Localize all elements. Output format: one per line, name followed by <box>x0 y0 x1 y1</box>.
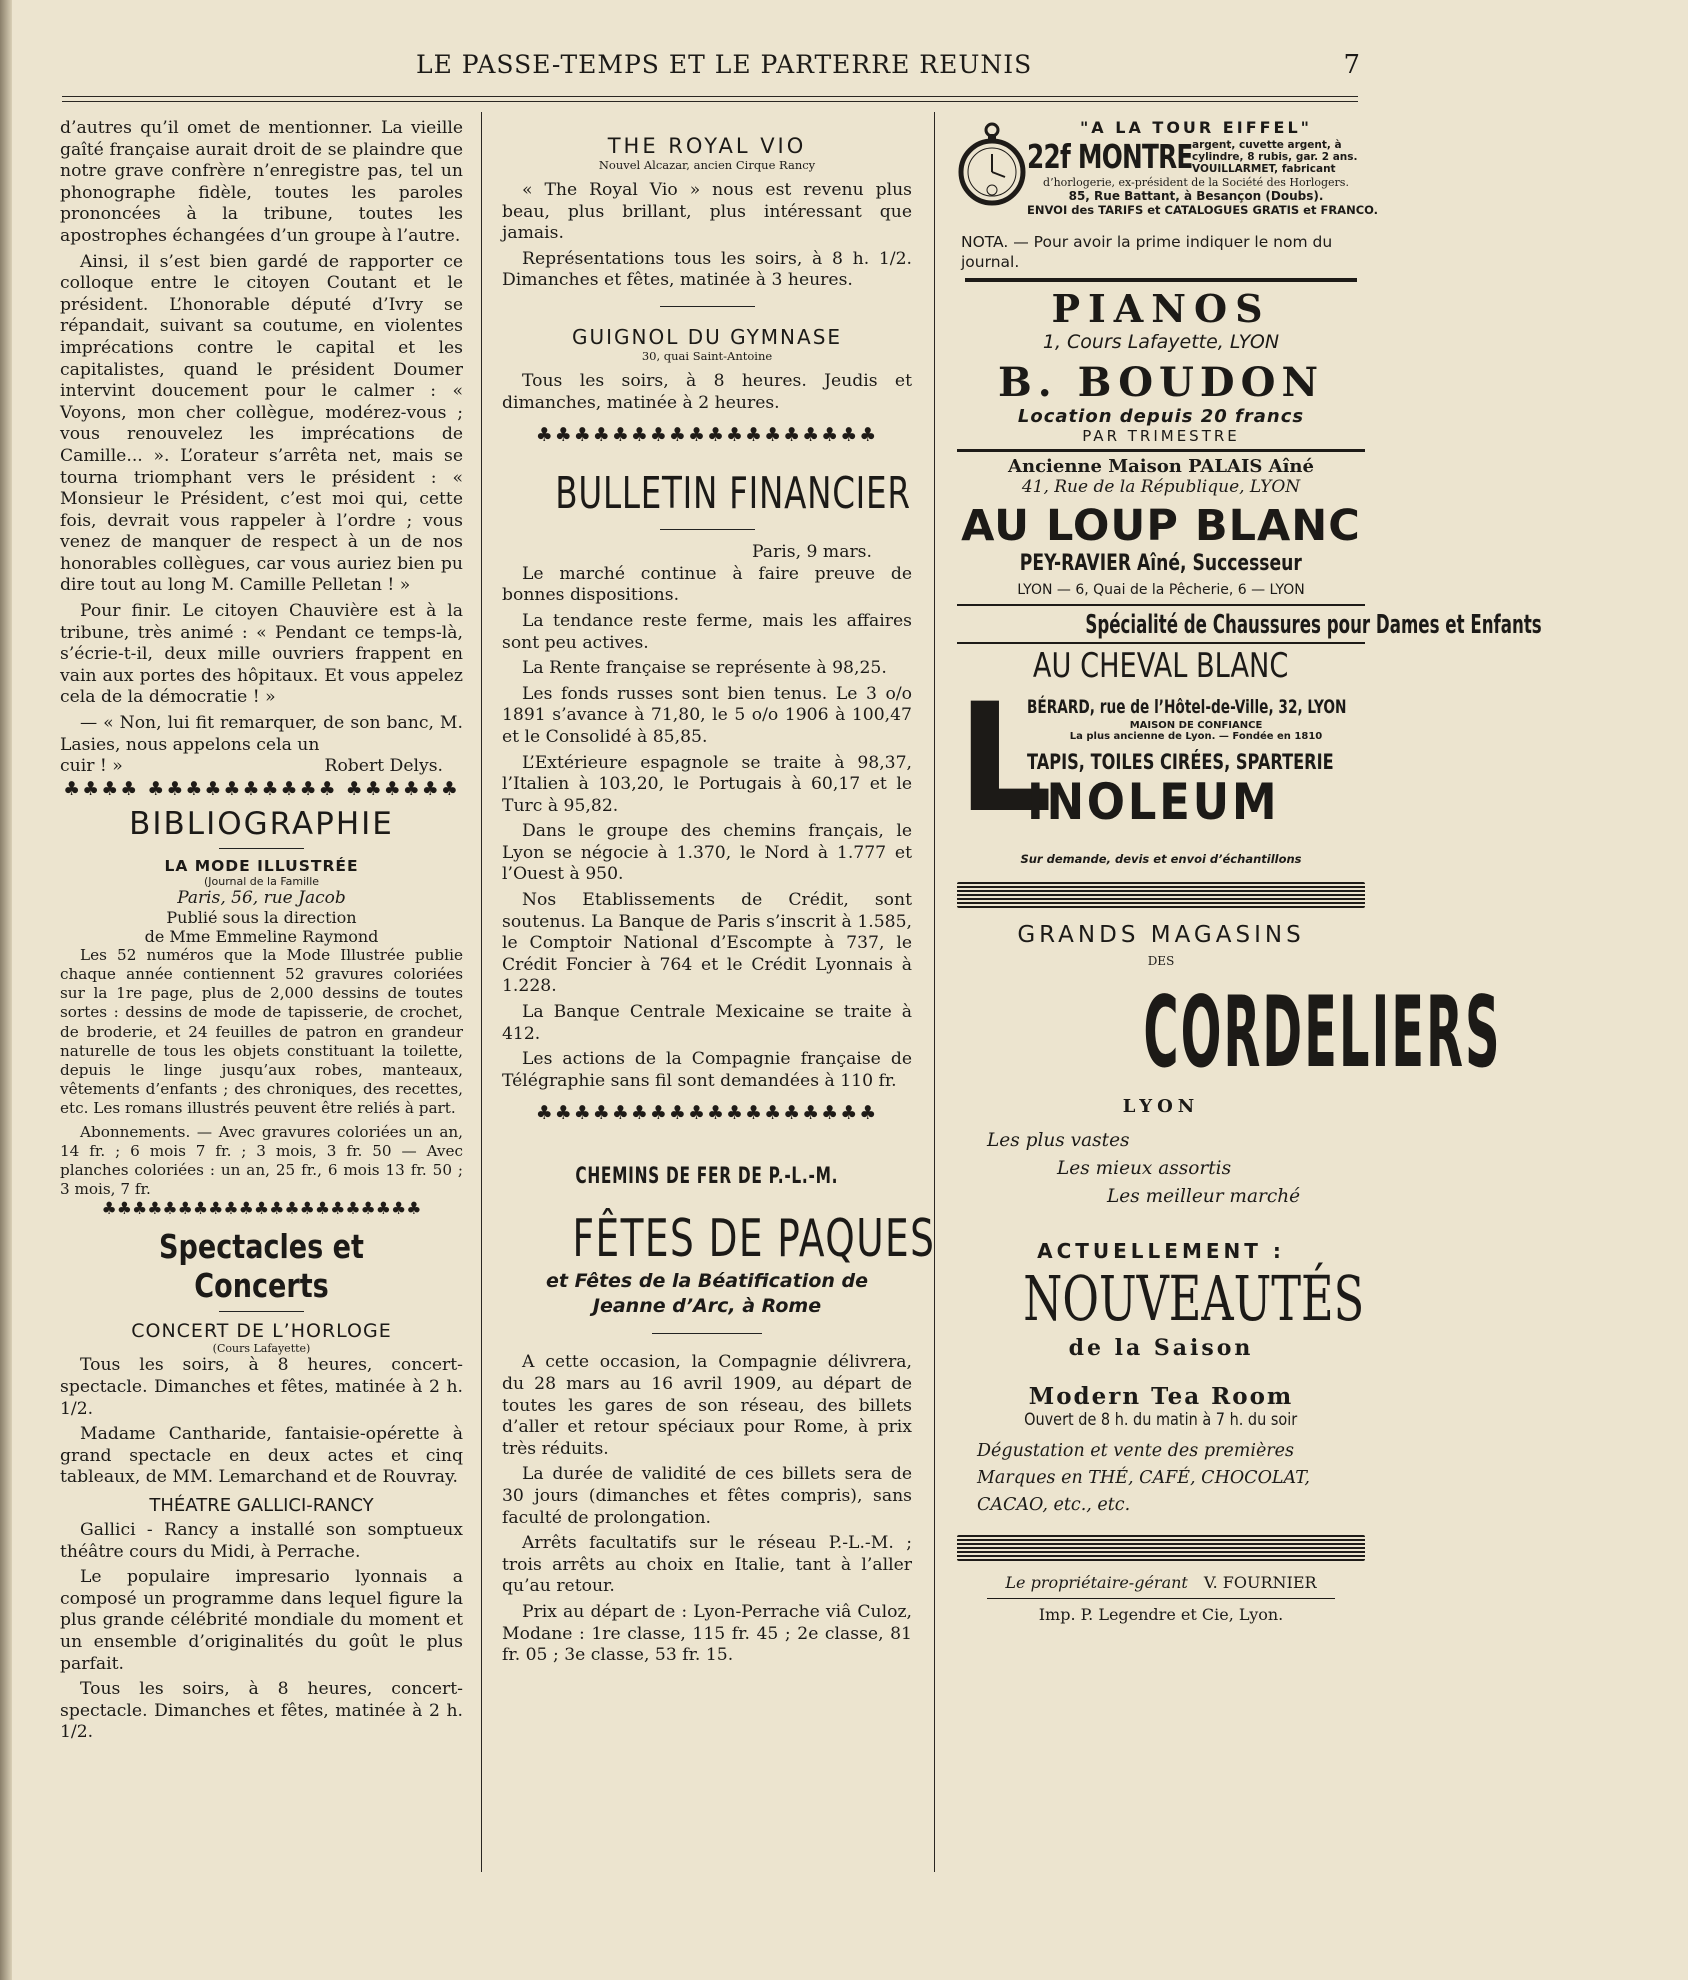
paques-paragraph: A cette occasion, la Compagnie délivrera, du 28 mars au 16 avril 1909, au départ de toutes les gares de son réseau, des billets d’aller et retour spéciaux pour Rome, à prix très réduits. <box>502 1352 912 1459</box>
rule <box>987 1598 1335 1599</box>
article-paragraph: — « Non, lui fit remarquer, de son banc, M. Lasies, nous appelons cela un <box>60 713 463 755</box>
royal-vio-title: THE ROYAL VIO <box>607 134 807 158</box>
header-rule <box>62 96 1358 97</box>
divider <box>660 529 755 530</box>
envoi-line: ENVOI des TARIFS et CATALOGUES GRATIS et FRANCO. <box>1027 203 1379 217</box>
mode-director: de Mme Emmeline Raymond <box>144 926 379 946</box>
pey-address: LYON — 6, Quai de la Pêcherie, 6 — LYON <box>1017 582 1305 598</box>
divider <box>219 848 304 849</box>
des-line: DES <box>1147 954 1175 968</box>
gallici-paragraph: Le populaire impresario lyonnais a composé un programme dans lequel figure la plus grande célébrité mondiale du moment et un ensemble d’originalités du goût le plus parfait. <box>60 1567 463 1674</box>
column-rule-2 <box>934 112 935 1872</box>
paques-paragraph: Arrêts facultatifs sur le réseau P.-L.-M. ; trois arrêts au choix en Italie, tant à l’aller qu’au retour. <box>502 1533 912 1597</box>
nouveautes-heading: NOUVEAUTÉS <box>1023 1262 1365 1335</box>
tea-room-hours: Ouvert de 8 h. du matin à 7 h. du soir <box>1024 1410 1298 1430</box>
gallici-title: THÉATRE GALLICI-RANCY <box>149 1495 374 1517</box>
ornament-divider: ♣♣♣♣♣♣♣♣♣♣♣♣♣♣♣♣♣♣ <box>535 1102 879 1125</box>
bulletin-paragraph: Dans le groupe des chemins français, le Lyon se négocie à 1.370, le Nord à 1.777 et l’Ouest à 950. <box>502 821 912 885</box>
proprietaire-name: V. FOURNIER <box>1203 1573 1317 1592</box>
proprietaire-label: Le propriétaire-gérant <box>1005 1573 1188 1592</box>
plus-ancienne-line: La plus ancienne de Lyon. — Fondée en 1810 <box>1069 731 1323 742</box>
cheval-blanc-heading: AU CHEVAL BLANC <box>1033 646 1289 686</box>
bulletin-paragraph: La Banque Centrale Mexicaine se traite à 412. <box>502 1002 912 1044</box>
mode-published: Publié sous la direction <box>166 907 357 927</box>
guignol-paragraph: Tous les soirs, à 8 heures. Jeudis et dimanches, matinée à 2 heures. <box>502 370 912 413</box>
mode-illustree-title: LA MODE ILLUSTRÉE <box>164 856 359 875</box>
actuellement-line: ACTUELLEMENT : <box>1037 1239 1285 1263</box>
newspaper-title: LE PASSE-TEMPS ET LE PARTERRE REUNIS <box>416 50 1033 79</box>
article-signature-line <box>60 756 463 778</box>
paques-subtitle: et Fêtes de la Béatification de Jeanne d’Arc, à Rome <box>545 1270 869 1318</box>
bulletin-paragraph: Nos Etablissements de Crédit, sont soutenus. La Banque de Paris s’inscrit à 1.585, le Comptoir National d’Escompte à 737, le Crédit Foncier à 764 et le Crédit Lyonnais à 1.228. <box>502 890 912 997</box>
grands-magasins-heading: GRANDS MAGASINS <box>1017 922 1305 948</box>
loup-blanc-heading: AU LOUP BLANC <box>961 501 1361 551</box>
imprimeur-line: Imp. P. Legendre et Cie, Lyon. <box>1038 1605 1284 1624</box>
royal-vio-paragraph: Représentations tous les soirs, à 8 h. 1/2. Dimanches et fêtes, matinée à 3 heures. <box>502 248 912 291</box>
ornament-divider: ♣♣♣♣ ♣♣♣♣♣♣♣♣♣♣ ♣♣♣♣♣♣ <box>63 777 460 800</box>
lyon-line: LYON <box>1122 1096 1200 1117</box>
bulletin-date: Paris, 9 mars. <box>752 542 872 563</box>
article-paragraph: Ainsi, il s’est bien gardé de rapporter ce colloque entre le citoyen Coutant et le président. L’honorable député d’Ivry se répandait, suivant sa coutume, en violentes imprécations contre le capital et les capitalistes, quand le président Doumer intervint doucement pour le calmer : « Voyons, mon cher collègue, modérez-vous ; vous renouvelez les imprécations de Camille... ». L’orateur s’arrêta net, mais se tourna triomphant vers le président : « Monsieur le Président, c’est moi qui, cette fois, devrait vous rappeler à l’ordre ; vous venez de manquer de respect à un de nos honorables collègues, car vous auriez bien pu dire tout au long M. Camille Pelletan ! » <box>60 251 463 596</box>
bulletin-paragraph: Les actions de la Compagnie française de Télégraphie sans fil sont demandées à 110 fr. <box>502 1049 912 1091</box>
bulletin-financier-heading: BULLETIN FINANCIER <box>555 468 911 520</box>
linoleum-rest: INOLEUM <box>1027 773 1280 831</box>
mode-subscriptions: Abonnements. — Avec gravures coloriées un an, 14 fr. ; 6 mois 7 fr. ; 3 mois, 3 fr. 50 — Avec planches coloriées : un an, 25 fr., 6 mois 13 fr. 50 ; 3 mois, 7 fr. <box>60 1122 463 1199</box>
bulletin-paragraph: L’Extérieure espagnole se traite à 98,37, l’Italien à 103,20, le Portugais à 60,17 et le Turc à 95,82. <box>502 752 912 816</box>
horloge-title: CONCERT DE L’HORLOGE <box>131 1320 392 1343</box>
paques-paragraph: Prix au départ de : Lyon-Perrache viâ Culoz, Modane : 1re classe, 115 fr. 45 ; 2e classe, 81 fr. 05 ; 3e classe, 53 fr. 15. <box>502 1601 912 1666</box>
tour-eiffel-title: "A LA TOUR EIFFEL" <box>1079 118 1313 137</box>
royal-vio-paragraph: « The Royal Vio » nous est revenu plus beau, plus brillant, plus intéressant que jamais. <box>502 180 912 244</box>
rule <box>957 449 1365 452</box>
horloge-subtitle: (Cours Lafayette) <box>212 1342 311 1356</box>
slogan-assortis: Les mieux assortis <box>1057 1158 1232 1179</box>
pey-ravier-line: PEY-RAVIER Aîné, Successeur <box>1019 551 1303 576</box>
mode-description: Les 52 numéros que la Mode Illustrée publie chaque année contiennent 52 gravures coloriées sur la 1re page, plus de 2,000 dessins de toutes sortes : dessins de mode de tapisserie, de crochet, de broderie, et 24 feuilles de patron en grandeur naturelle de tous les objets constituant la toilette, depuis le linge jusqu’aux robes, manteaux, vêtements d’enfants ; des chroniques, des recettes, etc. Les romans illustrés peuvent être reliés à part. <box>60 945 463 1118</box>
guignol-title: GUIGNOL DU GYMNASE <box>571 324 843 349</box>
spectacles-heading: Spectacles et Concerts <box>159 1227 364 1306</box>
tour-eiffel-ad <box>957 118 1379 244</box>
pocket-watch-icon <box>957 122 1027 206</box>
cordeliers-heading: CORDELIERS <box>1143 976 1502 1090</box>
article-paragraph: d’autres qu’il omet de mentionner. La vieille gaîté française aurait droit de se plaindre que notre grave confrère n’enregistre pas, tel un phonographe fidèle, toutes les paroles prononcées à la tribune, toutes les apostrophes échangées d’un groupe à l’autre. <box>60 118 463 246</box>
decorative-bar <box>957 1535 1365 1561</box>
echantillons-line: Sur demande, devis et envoi d’échantillons <box>1020 852 1302 866</box>
trimestre-line: PAR TRIMESTRE <box>1082 427 1240 445</box>
bulletin-paragraph: La Rente française se représente à 98,25. <box>522 658 887 679</box>
royal-vio-subtitle: Nouvel Alcazar, ancien Cirque Rancy <box>598 158 816 172</box>
slogan-vastes: Les plus vastes <box>987 1130 1130 1151</box>
divider <box>652 1333 762 1334</box>
saison-line: de la Saison <box>1068 1335 1254 1361</box>
rule <box>957 604 1365 606</box>
article-last-line: cuir ! » <box>60 756 123 777</box>
column-2 <box>502 118 936 1918</box>
palais-line: Ancienne Maison PALAIS Aîné <box>1008 456 1314 477</box>
ornament-divider: ♣♣♣♣♣♣♣♣♣♣♣♣♣♣♣♣♣♣ <box>535 424 879 447</box>
specialite-line: Spécialité de Chaussures pour Dames et Enfants <box>1085 610 1542 640</box>
horloge-program: Madame Cantharide, fantaisie-opérette à grand spectacle en deux actes et cinq tableaux, de MM. Lemarchand et de Rouvray. <box>60 1424 463 1488</box>
article-paragraph: Pour finir. Le citoyen Chauvière est à la tribune, très animé : « Pendant ce temps-là, s’écrie-t-il, deux mille ouvriers frappent en vain aux portes des hôpitaux. Et vous appelez cela de la démocratie ! » <box>60 601 463 708</box>
article-signature: Robert Delys. <box>324 756 443 777</box>
berard-line: BÉRARD, rue de l’Hôtel-de-Ville, 32, LYON <box>1027 696 1347 718</box>
page-number: 7 <box>1343 50 1360 80</box>
decorative-bar <box>957 882 1365 908</box>
page-spine <box>0 0 12 1980</box>
besancon-address: 85, Rue Battant, à Besançon (Doubs). <box>1068 189 1324 203</box>
bulletin-paragraph: Le marché continue à faire preuve de bonnes dispositions. <box>502 563 912 606</box>
rule <box>957 642 1365 644</box>
nota-line: NOTA. — Pour avoir la prime indiquer le nom du journal. <box>961 233 1333 271</box>
linoleum-ad <box>957 672 1365 846</box>
fetes-paques-heading: FÊTES DE PAQUES <box>572 1209 936 1270</box>
palais-address: 41, Rue de la République, LYON <box>1021 477 1301 497</box>
page-header <box>60 48 1360 88</box>
pianos-address: 1, Cours Lafayette, LYON <box>1042 331 1280 353</box>
mode-subtitle: (Journal de la Famille <box>203 874 320 888</box>
horloge-schedule: Tous les soirs, à 8 heures, concert-spectacle. Dimanches et fêtes, matinée à 2 h. 1/2. <box>60 1355 463 1419</box>
chronicle-article <box>60 118 463 778</box>
bulletin-paragraph: Les fonds russes sont bien tenus. Le 3 o/o 1891 s’avance à 71,80, le 5 o/o 1906 à 100,47 et le Consolidé à 85,85. <box>502 683 912 747</box>
maison-confiance: MAISON DE CONFIANCE <box>1129 720 1263 731</box>
gallici-paragraph: Gallici - Rancy a installé son somptueux théâtre cours du Midi, à Perrache. <box>60 1520 463 1562</box>
slogan-marche: Les meilleur marché <box>1107 1186 1301 1207</box>
guignol-subtitle: 30, quai Saint-Antoine <box>641 348 773 363</box>
tea-room-heading: Modern Tea Room <box>1028 1383 1294 1410</box>
pianos-heading: PIANOS <box>1051 286 1271 331</box>
montre-price: 22f MONTRE <box>1027 137 1193 176</box>
location-line: Location depuis 20 francs <box>1017 406 1305 427</box>
gallici-paragraph: Tous les soirs, à 8 heures, concert-spectacle. Dimanches et fêtes, matinée à 2 h. 1/2. <box>60 1679 463 1743</box>
bulletin-paragraph: La tendance reste ferme, mais les affaires sont peu actives. <box>502 610 912 653</box>
horlogerie-line: d’horlogerie, ex-président de la Société des Horlogers. <box>1043 176 1349 189</box>
divider <box>219 1311 304 1312</box>
paques-paragraph: La durée de validité de ces billets sera de 30 jours (dimanches et fêtes compris), sans faculté de prolongation. <box>502 1464 912 1528</box>
montre-description: argent, cuvette argent, à cylindre, 8 rubis, gar. 2 ans. VOUILLARMET, fabricant <box>1192 138 1358 175</box>
boudon-heading: B. BOUDON <box>997 359 1325 406</box>
linoleum-initial: L <box>957 672 1053 846</box>
ornament-divider: ♣♣♣♣♣♣♣♣♣♣♣♣♣♣♣♣♣♣♣♣♣ <box>101 1199 422 1220</box>
mode-address: Paris, 56, rue Jacob <box>177 887 346 908</box>
bibliography-heading: BIBLIOGRAPHIE <box>129 805 394 842</box>
column-1 <box>60 118 463 1918</box>
plm-heading: CHEMINS DE FER DE P.-L.-M. <box>575 1164 839 1190</box>
header-rule-2 <box>62 101 1358 102</box>
rule <box>965 278 1357 282</box>
divider <box>660 306 755 307</box>
degustation-text: Dégustation et vente des premières Marques en THÉ, CAFÉ, CHOCOLAT, CACAO, etc., etc. <box>977 1441 1310 1515</box>
tapis-line: TAPIS, TOILES CIRÉES, SPARTERIE <box>1027 750 1334 774</box>
column-rule-1 <box>481 112 482 1872</box>
column-3 <box>957 118 1542 1918</box>
